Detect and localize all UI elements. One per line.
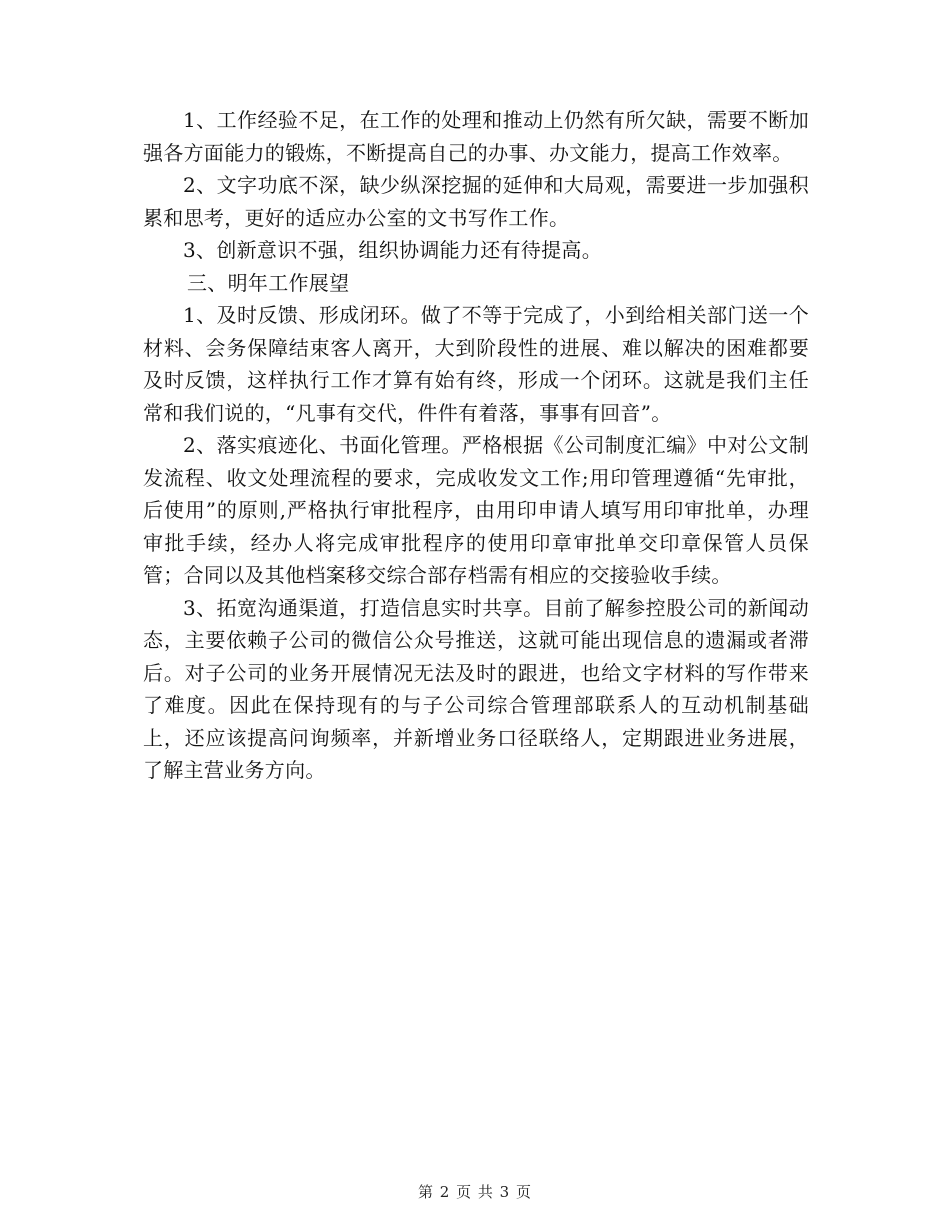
paragraph-issue-3: 3、创新意识不强，组织协调能力还有待提高。	[183, 238, 603, 262]
section-heading-outlook: 三、明年工作展望	[187, 270, 350, 295]
paragraph-plan-3: 3、拓宽沟通渠道，打造信息实时共享。目前了解参控股公司的新闻动态，主要依赖子公司的微信公众号推送，这就可能出现信息的遗漏或者滞后。对子公司的业务开展情况无法及时的跟进，也给文字材料的写作带来了难度。因此在保持现有的与子公司综合管理部联系人的互动机制基础上，还应该提高问询频率，并新增业务口径联络人，定期跟进业务进展，了解主营业务方向。	[143, 595, 809, 782]
paragraph-plan-1: 1、及时反馈、形成闭环。做了不等于完成了，小到给相关部门送一个材料、会务保障结束客人离开，大到阶段性的进展、难以解决的困难都要及时反馈，这样执行工作才算有始有终，形成一个闭环。这就是我们主任常和我们说的，“凡事有交代，件件有着落，事事有回音”。	[143, 303, 809, 425]
paragraph-issue-2: 2、文字功底不深，缺少纵深挖掘的延伸和大局观，需要进一步加强积累和思考，更好的适应办公室的文书写作工作。	[143, 173, 809, 230]
paragraph-plan-2: 2、落实痕迹化、书面化管理。严格根据《公司制度汇编》中对公文制发流程、收文处理流程的要求，完成收发文工作;用印管理遵循“先审批，后使用”的原则,严格执行审批程序，由用印申请人填写用印审批单，办理审批手续，经办人将完成审批程序的使用印章审批单交印章保管人员保管；合同以及其他档案移交综合部存档需有相应的交接验收手续。	[143, 433, 809, 587]
page-number-footer: 第 2 页 共 3 页	[418, 1183, 532, 1201]
document-body	[143, 104, 809, 787]
paragraph-issue-1: 1、工作经验不足，在工作的处理和推动上仍然有所欠缺，需要不断加强各方面能力的锻炼，不断提高自己的办事、办文能力，提高工作效率。	[143, 108, 809, 165]
